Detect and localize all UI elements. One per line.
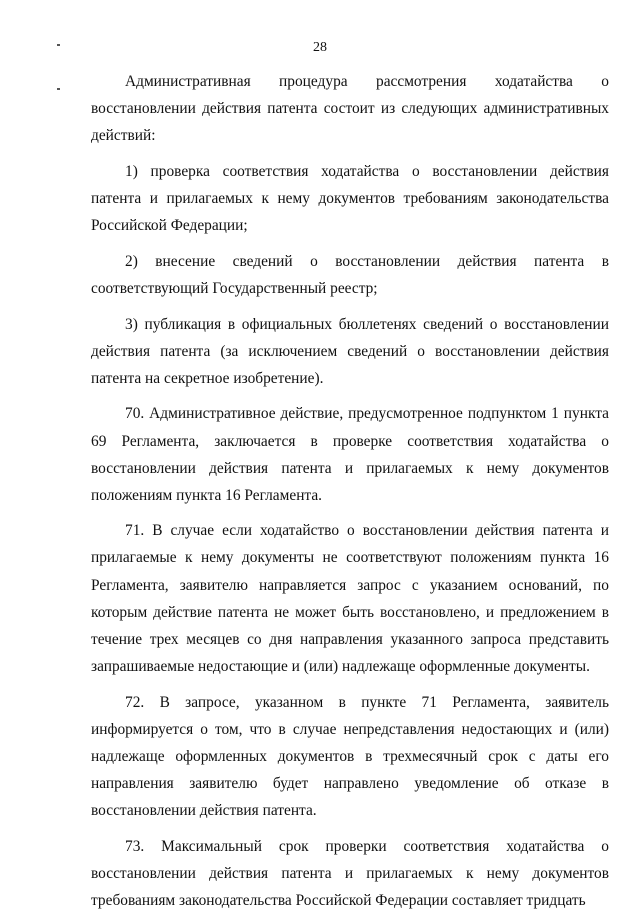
paragraph-item-2: 2) внесение сведений о восстановлении действия патента в соответствующий Государственный реестр;	[91, 252, 609, 297]
paragraph-70: 70. Административное действие, предусмотренное подпунктом 1 пункта 69 Регламента, заключается в проверке соответствия ходатайства о восстановлении действия патента и прилагаемых к нему документов положениям пункта 16 Регламента.	[91, 405, 609, 504]
paragraph-item-3: 3) публикация в официальных бюллетенях сведений о восстановлении действия патента (за исключением сведений о восстановлении действия патента на секретное изобретение).	[91, 315, 609, 387]
paragraph-item-1: 1) проверка соответствия ходатайства о восстановлении действия патента и прилагаемых к нему документов требованиям законодательства Российской Федерации;	[91, 162, 609, 235]
paragraph-73: 73. Максимальный срок проверки соответствия ходатайства о восстановлении действия патента и прилагаемых к нему документов требованиям законодательства Российской Федерации составляет тридцать	[91, 837, 609, 909]
document-body	[91, 68, 609, 914]
page-number: 28	[313, 40, 327, 55]
paragraph-procedure-intro: Административная процедура рассмотрения ходатайства о восстановлении действия патента состоит из следующих административных действий:	[91, 73, 609, 145]
scan-speck	[57, 88, 60, 90]
paragraph-71: 71. В случае если ходатайство о восстановлении действия патента и прилагаемые к нему документы не соответствуют положениям пункта 16 Регламента, заявителю направляется запрос с указанием оснований, по которым действие патента не может быть восстановлено, и предложением в течение трех месяцев со дня направления указанного запроса представить запрашиваемые недостающие и (или) надлежаще оформленные документы.	[91, 522, 609, 675]
scan-speck	[57, 44, 60, 46]
paragraph-72: 72. В запросе, указанном в пункте 71 Регламента, заявитель информируется о том, что в случае непредставления недостающих и (или) надлежаще оформленных документов в трехмесячный срок с даты его направления заявителю будет направлено уведомление об отказе в восстановлении действия патента.	[91, 693, 609, 819]
